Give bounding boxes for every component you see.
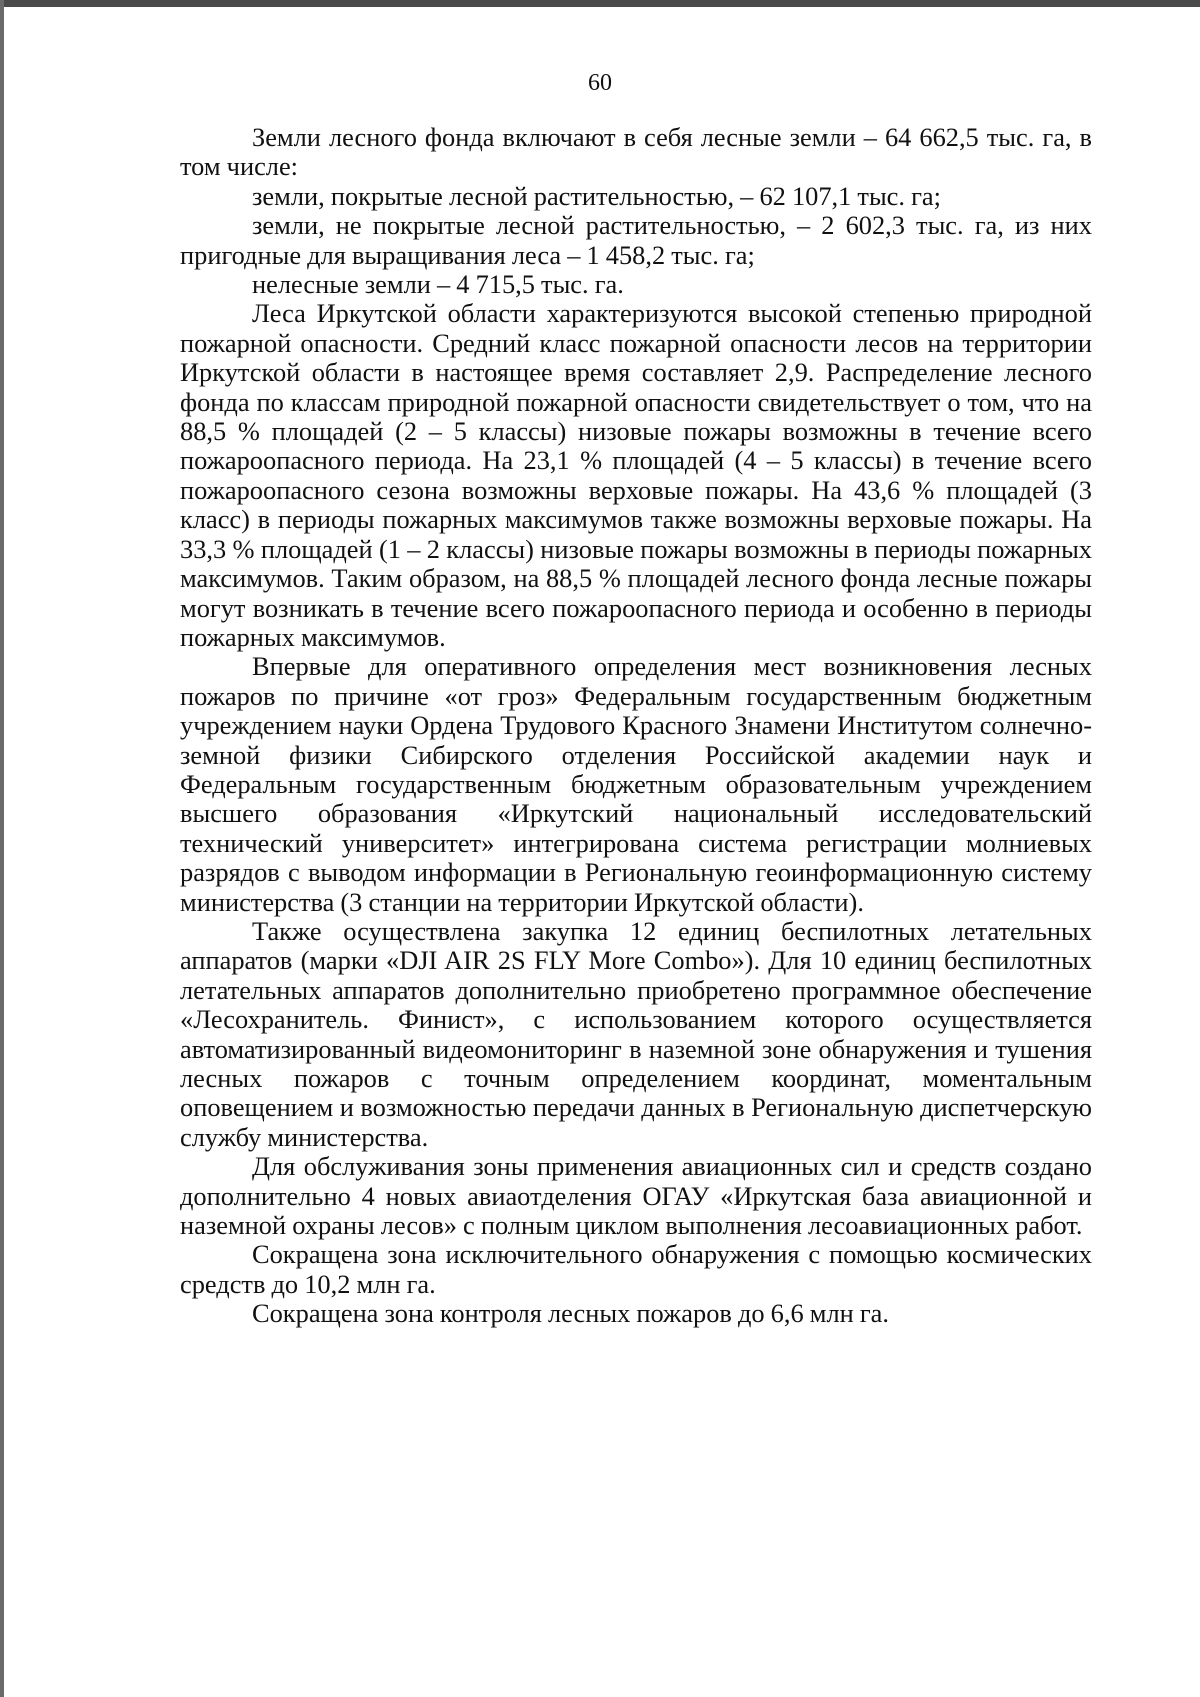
paragraph-control-zone: Сокращена зона контроля лесных пожаров до 6,6 млн га. xyxy=(252,1298,889,1329)
scan-border-left xyxy=(0,0,4,1697)
paragraph-space-detection: Сокращена зона исключительного обнаружения с помощью космических средств до 10,2 млн га. xyxy=(180,1239,1092,1299)
paragraph-aviation-units: Для обслуживания зоны применения авиационных сил и средств создано дополнительно 4 новых авиаотделения ОГАУ «Иркутская база авиационной и наземной охраны лесов» с полным циклом выполнения лесоавиационных работ. xyxy=(180,1151,1092,1241)
paragraph-nonforest-lands: нелесные земли – 4 715,5 тыс. га. xyxy=(252,269,624,300)
paragraph-drones: Также осуществлена закупка 12 единиц беспилотных летательных аппаратов (марки «DJI AIR 2S FLY More Combo»). Для 10 единиц беспилотных летательных аппаратов дополнительно приобретено программное обеспечение «Лесохранитель. Финист», с использованием которого осуществляется автоматизированный видеомониторинг в наземной зоне обнаружения и тушения лесных пожаров с точным определением координат, моментальным оповещением и возможностью передачи данных в Региональную диспетчерскую службу министерства. xyxy=(180,915,1092,1152)
paragraph-uncovered-lands: земли, не покрытые лесной растительностью, – 2 602,3 тыс. га, из них пригодные для выращивания леса – 1 458,2 тыс. га; xyxy=(180,210,1092,270)
paragraph-forest-lands: Земли лесного фонда включают в себя лесные земли – 64 662,5 тыс. га, в том числе: xyxy=(180,122,1092,182)
page-number: 60 xyxy=(588,70,612,96)
paragraph-covered-lands: земли, покрытые лесной растительностью, – 62 107,1 тыс. га; xyxy=(252,180,941,211)
paragraph-fire-danger: Леса Иркутской области характеризуются высокой степенью природной пожарной опасности. Средний класс пожарной опасности лесов на территории Иркутской области в настоящее время составляет 2,9. Распределение лесного фонда по классам природной пожарной опасности свидетельствует о том, что на 88,5 % площадей (2 – 5 классы) низовые пожары возможны в течение всего пожароопасного периода. На 23,1 % площадей (4 – 5 классы) в течение всего пожароопасного сезона возможны верховые пожары. На 43,6 % площадей (3 класс) в периоды пожарных максимумов также возможны верховые пожары. На 33,3 % площадей (1 – 2 классы) низовые пожары возможны в периоды пожарных максимумов. Таким образом, на 88,5 % площадей лесного фонда лесные пожары могут возникать в течение всего пожароопасного периода и особенно в периоды пожарных максимумов. xyxy=(180,298,1092,652)
document-body xyxy=(180,123,1092,1329)
paragraph-lightning-system: Впервые для оперативного определения мест возникновения лесных пожаров по причине «от гроз» Федеральным государственным бюджетным учреждением науки Ордена Трудового Красного Знамени Институтом солнечно-земной физики Сибирского отделения Российской академии наук и Федеральным государственным бюджетным образовательным учреждением высшего образования «Иркутский национальный исследовательский технический университет» интегрирована система регистрации молниевых разрядов с выводом информации в Региональную геоинформационную систему министерства (3 станции на территории Иркутской области). xyxy=(180,651,1092,917)
scan-border-top xyxy=(0,0,1200,7)
